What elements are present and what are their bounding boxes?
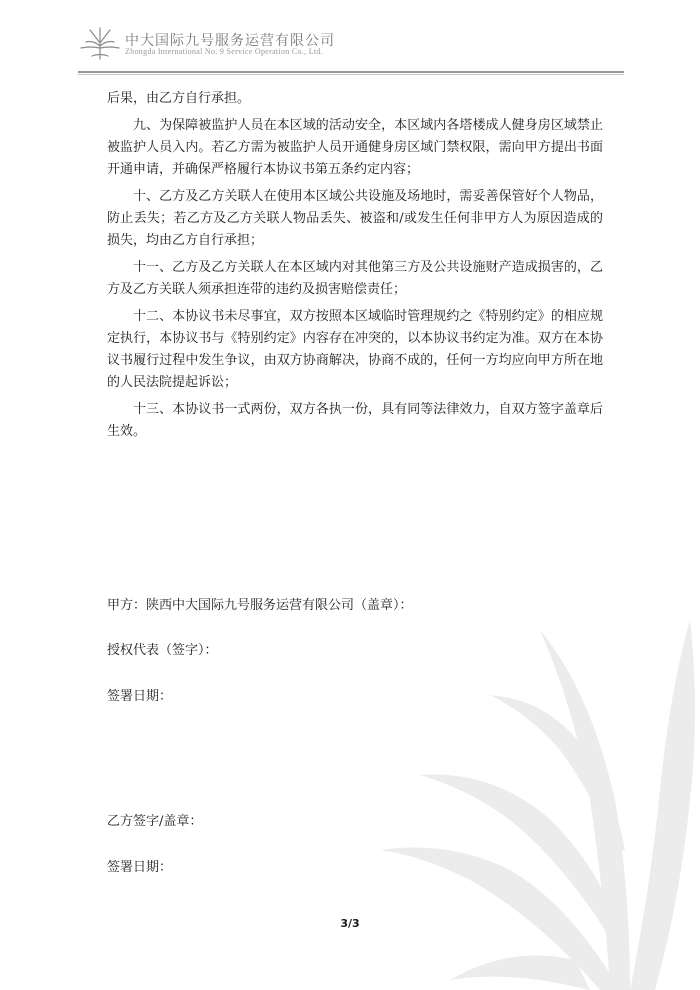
- paragraph: 后果，由乙方自行承担。: [107, 91, 251, 106]
- party-a-date-line: 签署日期：: [107, 689, 173, 704]
- clause-12: 十二、本协议书未尽事宜，双方按照本区域临时管理规约之《特别约定》的相应规定执行，本协议书与《特别约定》内容存在冲突的，以本协议书约定为准。双方在本协议书履行过程中发生争议，由双方协商解决，协商不成的，任何一方均应向甲方所在地的人民法院提起诉讼；: [107, 309, 603, 390]
- header-rule: [78, 71, 624, 73]
- clause-10: 十、乙方及乙方关联人在使用本区域公共设施及场地时，需妥善保管好个人物品，防止丢失；若乙方及乙方关联人物品丢失、被盗和/或发生任何非甲方人为原因造成的损失，均由乙方自行承担；: [107, 189, 603, 248]
- header-rule-thin: [78, 74, 624, 75]
- page-number: 3/3: [340, 917, 360, 930]
- clause-11: 十一、乙方及乙方关联人在本区域内对其他第三方及公共设施财产造成损害的，乙方及乙方关联人须承担连带的违约及损害赔偿责任；: [107, 260, 603, 297]
- company-name-cn: 中大国际九号服务运营有限公司: [125, 33, 335, 49]
- authorized-rep-line: 授权代表（签字）：: [107, 643, 218, 658]
- company-name-en: Zhongda International No. 9 Service Operation Co., Ltd.: [125, 47, 324, 56]
- party-b-date-line: 签署日期：: [107, 860, 173, 875]
- agreement-body: [107, 88, 603, 448]
- clause-13: 十三、本协议书一式两份，双方各执一份，具有同等法律效力，自双方签字盖章后生效。: [107, 402, 603, 439]
- tree-watermark-icon: [360, 600, 700, 990]
- party-b-line: 乙方签字/盖章：: [107, 814, 203, 829]
- tree-logo-icon: [78, 26, 122, 60]
- page-header: [0, 0, 700, 80]
- clause-9: 九、为保障被监护人员在本区域的活动安全，本区域内各塔楼成人健身房区域禁止被监护人员入内。若乙方需为被监护人员开通健身房区域门禁权限，需向甲方提出书面开通申请，并确保严格履行本协议书第五条约定内容；: [107, 118, 603, 177]
- party-a-line: 甲方：陕西中大国际九号服务运营有限公司（盖章）：: [107, 598, 413, 613]
